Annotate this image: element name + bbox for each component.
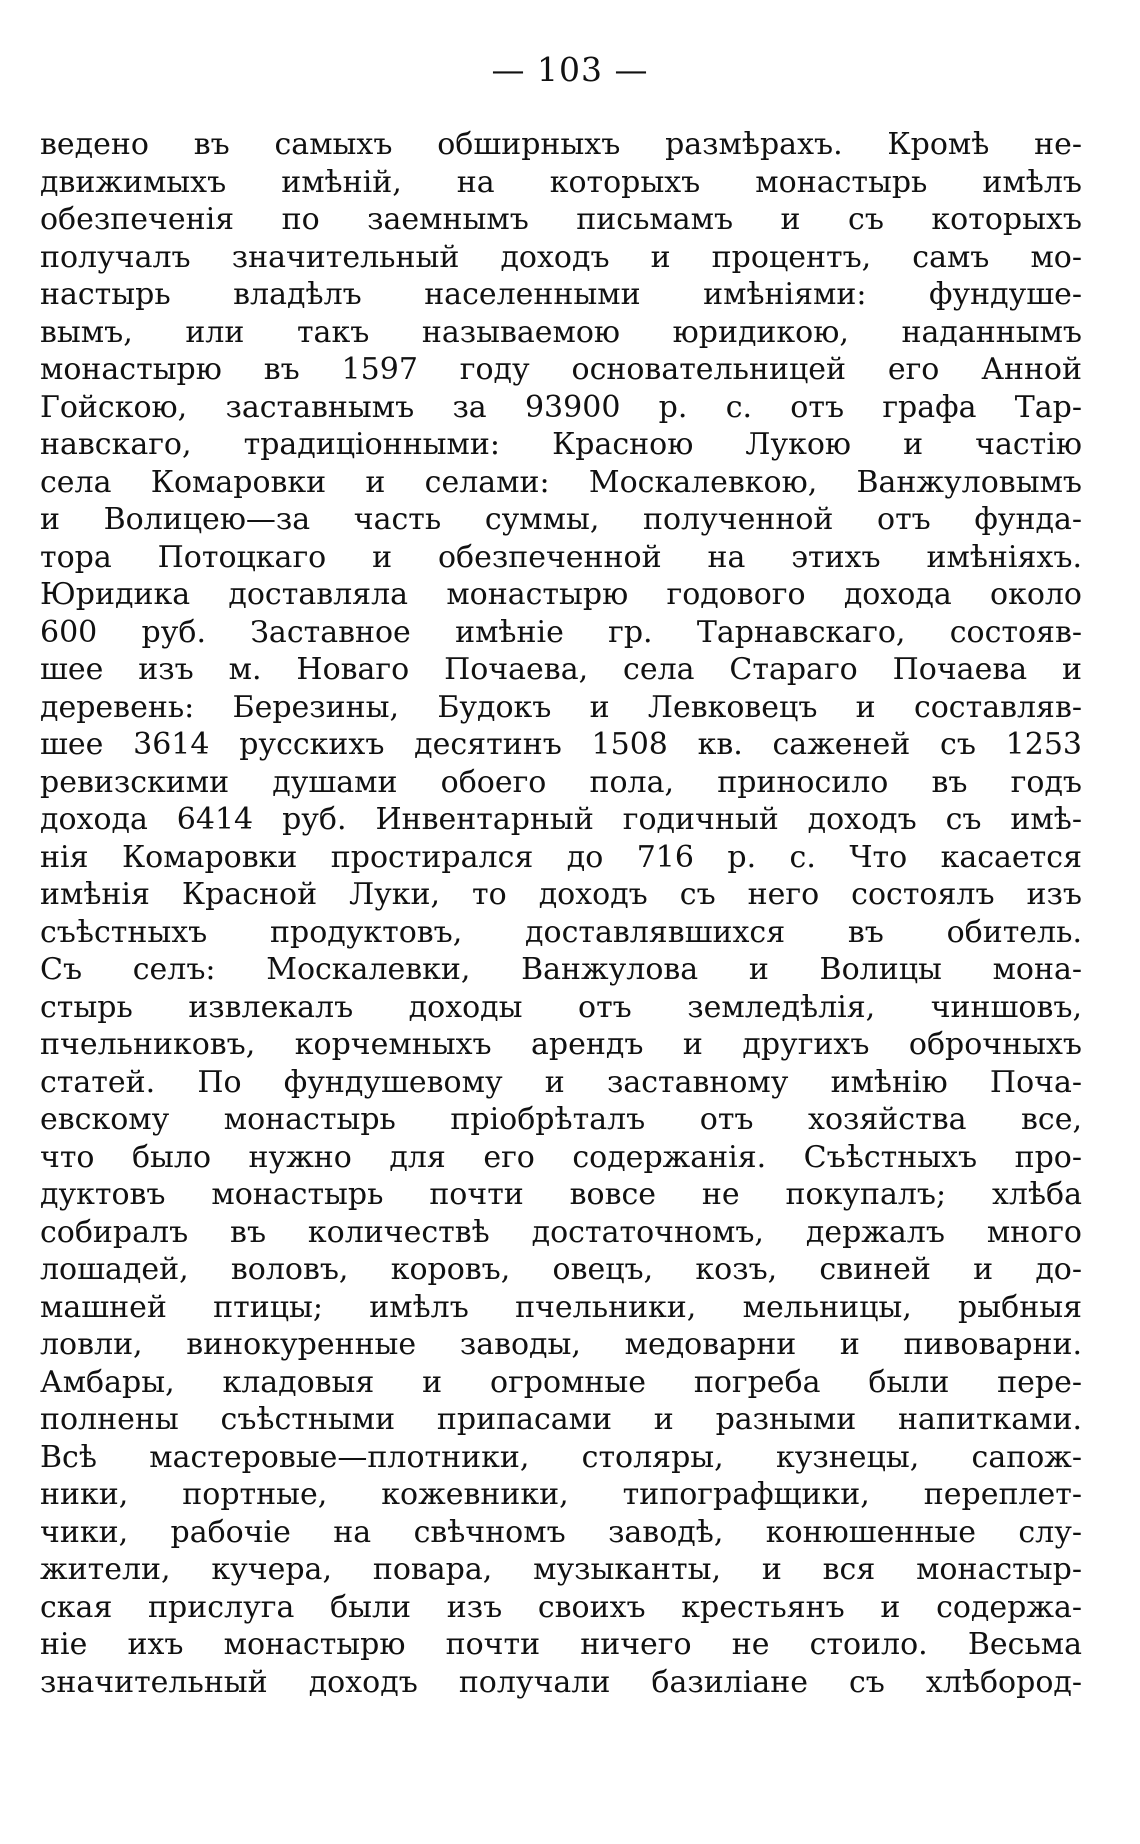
- text-line: Гойскою, заставнымъ за 93900 р. с. отъ графа Тар-: [40, 389, 1082, 425]
- text-line: собиралъ въ количествѣ достаточномъ, держалъ много: [40, 1214, 1082, 1250]
- page-number: — 103 —: [491, 50, 649, 89]
- text-line: 600 руб. Заставное имѣніе гр. Тарнавскаго, состояв-: [40, 614, 1082, 650]
- text-line: съѣстныхъ продуктовъ, доставлявшихся въ обитель.: [40, 914, 1082, 950]
- text-line: Юридика доставляла монастырю годового дохода около: [40, 577, 1082, 612]
- text-line: полнены съѣстными припасами и разными напитками.: [40, 1402, 1082, 1437]
- text-line: пчельниковъ, корчемныхъ арендъ и другихъ оброчныхъ: [40, 1027, 1082, 1062]
- text-line: навскаго, традиціонными: Красною Лукою и частію: [40, 427, 1082, 462]
- text-line: ревизскими душами обоего пола, приносило въ годъ: [40, 764, 1082, 800]
- text-line: Съ селъ: Москалевки, Ванжулова и Волицы мона-: [40, 952, 1082, 987]
- text-line: вымъ, или такъ называемою юридикою, наданнымъ: [40, 314, 1082, 350]
- text-line: и Волицею—за часть суммы, полученной отъ фунда-: [40, 502, 1082, 537]
- text-line: дуктовъ монастырь почти вовсе не покупалъ; хлѣба: [40, 1177, 1082, 1212]
- text-line: шее 3614 русскихъ десятинъ 1508 кв. саженей съ 1253: [40, 727, 1082, 762]
- text-line: значительный доходъ получали базиліане съ хлѣбород-: [40, 1664, 1082, 1700]
- text-line: имѣнія Красной Луки, то доходъ съ него состоялъ изъ: [40, 877, 1082, 912]
- text-line: ловли, винокуренные заводы, медоварни и пивоварни.: [40, 1327, 1082, 1362]
- text-line: обезпеченія по заемнымъ письмамъ и съ которыхъ: [40, 202, 1082, 237]
- text-line: нія Комаровки простирался до 716 р. с. Что касается: [40, 839, 1082, 875]
- text-line: жители, кучера, повара, музыканты, и вся монастыр-: [40, 1552, 1082, 1587]
- text-line: ская прислуга были изъ своихъ крестьянъ и содержа-: [40, 1589, 1082, 1625]
- text-line: дохода 6414 руб. Инвентарный годичный доходъ съ имѣ-: [40, 802, 1082, 837]
- text-line: Всѣ мастеровые—плотники, столяры, кузнецы, сапож-: [40, 1439, 1082, 1475]
- text-line: ведено въ самыхъ обширныхъ размѣрахъ. Кромѣ не-: [40, 127, 1082, 162]
- text-line: Амбары, кладовыя и огромные погреба были пере-: [40, 1364, 1082, 1400]
- text-line: статей. По фундушевому и заставному имѣнію Поча-: [40, 1064, 1082, 1100]
- text-line: что было нужно для его содержанія. Съѣстныхъ про-: [40, 1139, 1082, 1175]
- text-line: шее изъ м. Новаго Почаева, села Стараго Почаева и: [40, 652, 1082, 687]
- text-line: машней птицы; имѣлъ пчельники, мельницы, рыбныя: [40, 1289, 1082, 1325]
- text-line: монастырю въ 1597 году основательницей его Анной: [40, 352, 1082, 387]
- text-line: лошадей, воловъ, коровъ, овецъ, козъ, свиней и до-: [40, 1252, 1082, 1287]
- text-line: настырь владѣлъ населенными имѣніями: фундуше-: [40, 277, 1082, 312]
- text-line: чики, рабочіе на свѣчномъ заводѣ, конюшенные слу-: [40, 1514, 1082, 1550]
- text-line: ніе ихъ монастырю почти ничего не стоило. Весьма: [40, 1627, 1082, 1662]
- text-line: ники, портные, кожевники, типографщики, переплет-: [40, 1477, 1082, 1512]
- text-line: деревень: Березины, Будокъ и Левковецъ и составляв-: [40, 689, 1082, 725]
- text-line: села Комаровки и селами: Москалевкою, Ванжуловымъ: [40, 464, 1082, 500]
- text-line: получалъ значительный доходъ и процентъ, самъ мо-: [40, 239, 1082, 275]
- body-text: [40, 126, 1082, 1701]
- text-line: евскому монастырь пріобрѣталъ отъ хозяйства все,: [40, 1102, 1082, 1137]
- text-line: движимыхъ имѣній, на которыхъ монастырь имѣлъ: [40, 164, 1082, 200]
- text-line: стырь извлекалъ доходы отъ земледѣлія, чиншовъ,: [40, 989, 1082, 1025]
- text-line: тора Потоцкаго и обезпеченной на этихъ имѣніяхъ.: [40, 539, 1082, 575]
